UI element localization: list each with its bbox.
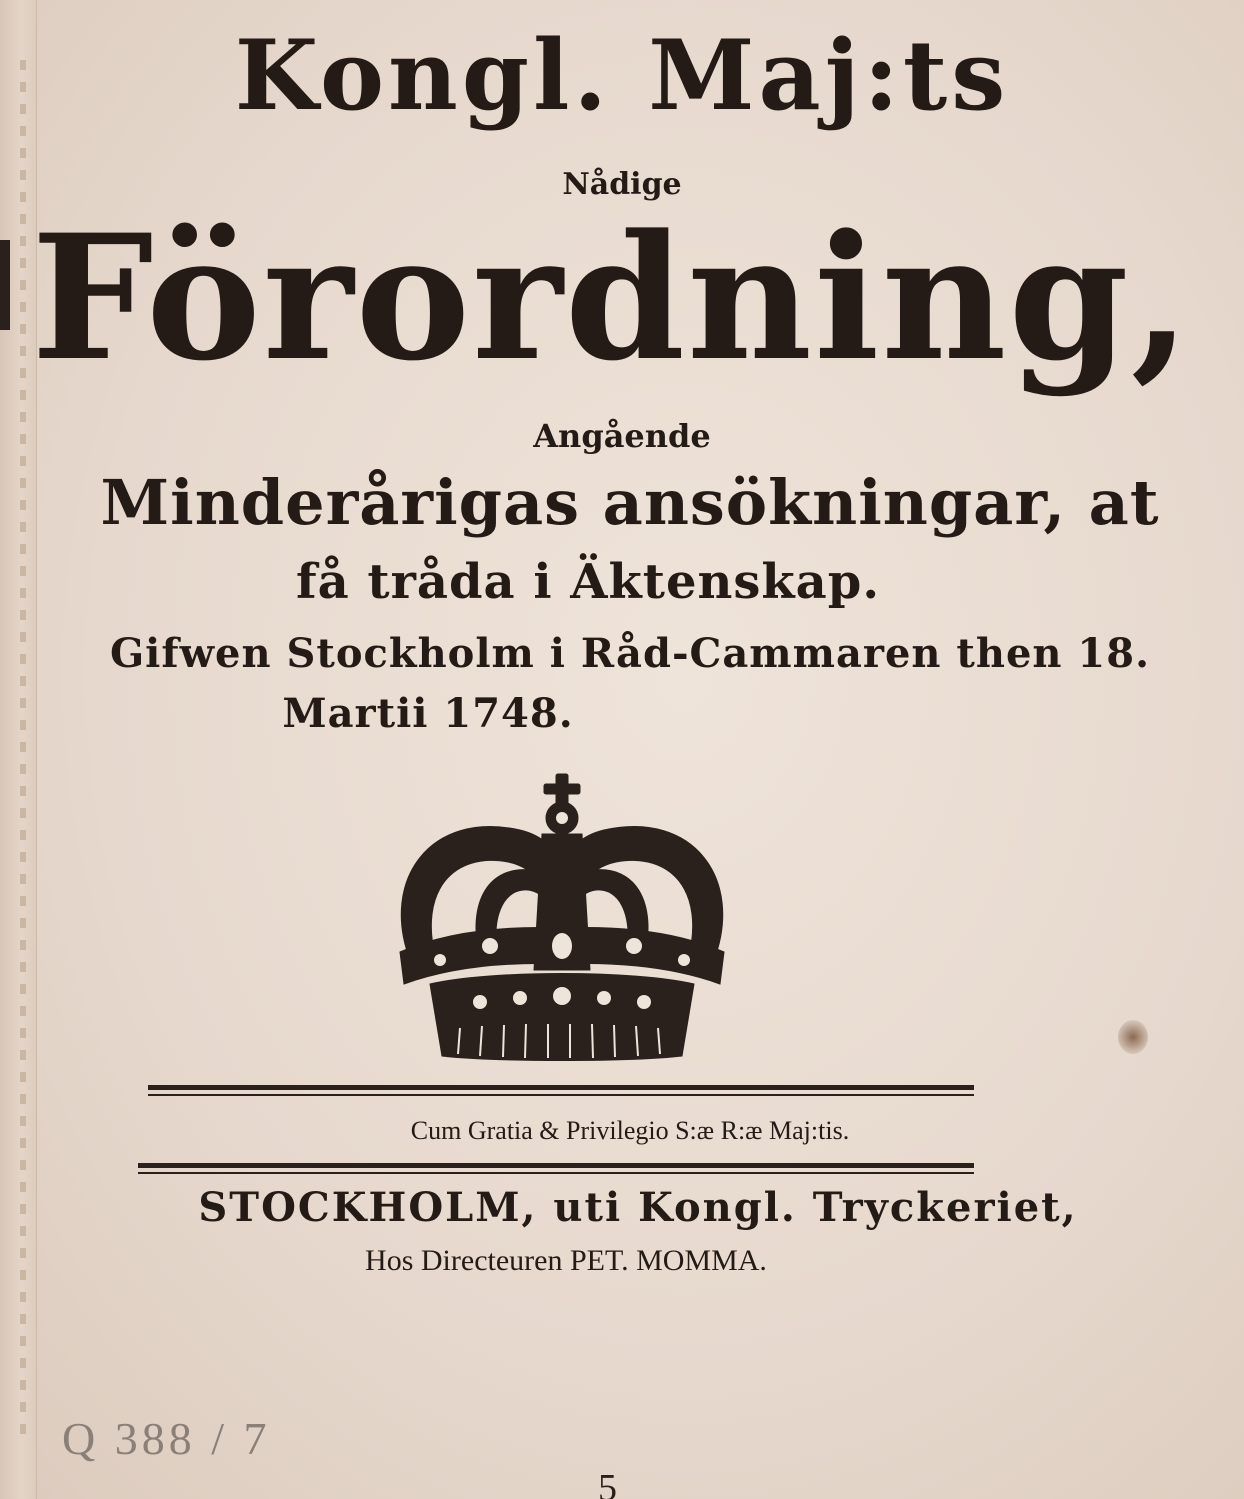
privilege-line: Cum Gratia & Privilegio S:æ R:æ Maj:tis. — [410, 1116, 850, 1145]
rule-bottom-thin — [138, 1172, 974, 1174]
shelfmark-handwritten: Q 388 / 7 — [62, 1413, 271, 1464]
title-line-5: Minderårigas ansökningar, at — [100, 466, 1160, 539]
royal-crown-icon — [370, 770, 754, 1062]
title-line-6: få tråda i Äktenskap. — [295, 554, 881, 610]
rule-top — [148, 1085, 974, 1090]
title-main: Förordning, — [31, 196, 1193, 399]
date-line-1: Gifwen Stockholm i Råd-Cammaren then 18. — [110, 630, 1150, 677]
rule-bottom — [138, 1163, 974, 1168]
title-line-1: Kongl. Maj:ts — [234, 19, 1010, 132]
date-line-2: Martii 1748. — [282, 690, 574, 737]
paper-stain — [1118, 1020, 1148, 1054]
page-mark: 5 — [598, 1467, 617, 1499]
imprint-line-1: STOCKHOLM, uti Kongl. Tryckeriet, — [198, 1184, 1078, 1231]
title-line-2: Nådige — [562, 167, 682, 202]
title-line-4: Angående — [533, 417, 711, 455]
rule-top-thin — [148, 1094, 974, 1096]
imprint-line-2: Hos Directeuren PET. MOMMA. — [365, 1244, 767, 1277]
